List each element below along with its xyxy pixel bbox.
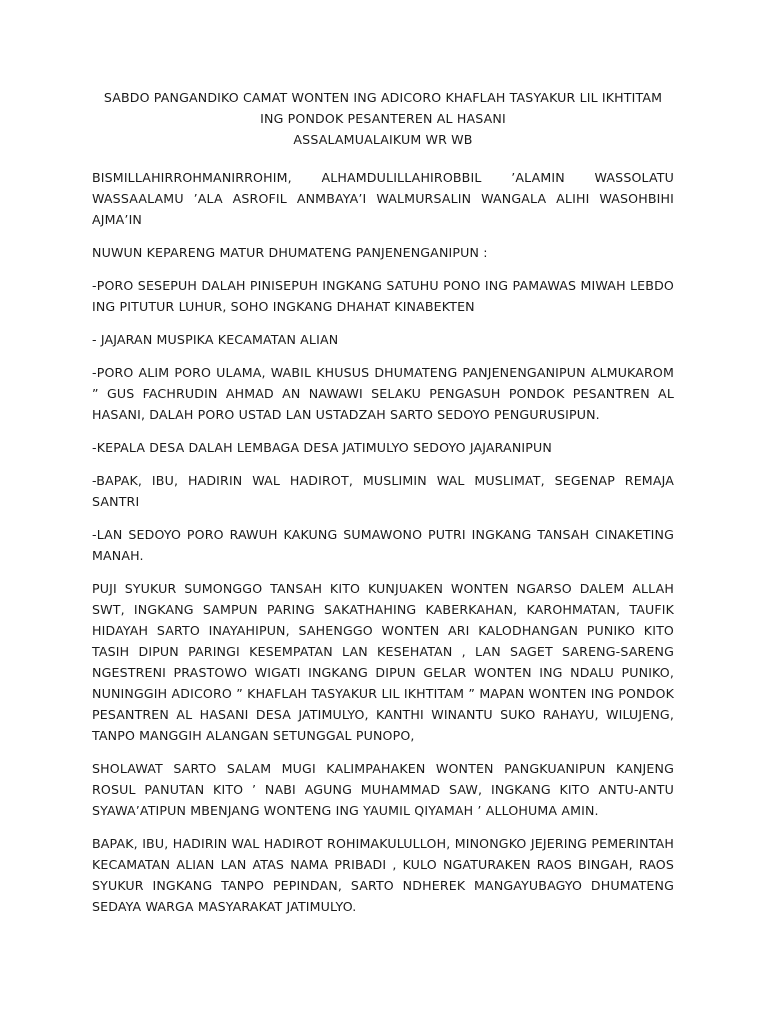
paragraph-address-intro: NUWUN KEPARENG MATUR DHUMATENG PANJENENGANIPUN : <box>92 245 488 260</box>
paragraph-address-ulama: -PORO ALIM PORO ULAMA, WABIL KHUSUS DHUMATENG PANJENENGANIPUN ALMUKAROM ” GUS FACHRUDIN AHMAD AN NAWAWI SELAKU PENGASUH PONDOK PESANTREN AL HASANI, DALAH PORO USTAD LAN USTADZAH SARTO SEDOYO PENGURUSIPUN. <box>92 365 674 422</box>
document-body <box>92 87 674 929</box>
heading-line-title: SABDO PANGANDIKO CAMAT WONTEN ING ADICORO KHAFLAH TASYAKUR LIL IKHTITAM <box>103 90 663 105</box>
document-heading <box>92 87 674 150</box>
paragraph-address-audience: -BAPAK, IBU, HADIRIN WAL HADIROT, MUSLIMIN WAL MUSLIMAT, SEGENAP REMAJA SANTRI <box>92 473 674 509</box>
paragraph-address-elders: -PORO SESEPUH DALAH PINISEPUH INGKANG SATUHU PONO ING PAMAWAS MIWAH LEBDO ING PITUTUR LUHUR, SOHO INGKANG DHAHAT KINABEKTEN <box>92 278 674 314</box>
paragraph-opening-prayer: BISMILLAHIRROHMANIRROHIM, ALHAMDULILLAHIROBBIL ’ALAMIN WASSOLATU WASSAALAMU ’ALA ASROFIL ANMBAYA’I WALMURSALIN WANGALA ALIHI WASOHBIHI AJMA’IN <box>92 170 674 227</box>
paragraph-gratitude: PUJI SYUKUR SUMONGGO TANSAH KITO KUNJUAKEN WONTEN NGARSO DALEM ALLAH SWT, INGKANG SAMPUN PARING SAKATHAHING KABERKAHAN, KAROHMATAN, TAUFIK HIDAYAH SARTO INAYAHIPUN, SAHENGGO WONTEN ARI KALODHANGAN PUNIKO KITO TASIH DIPUN PARINGI KESEMPATAN LAN KESEHATAN , LAN SAGET SARENG-SARENG NGESTRENI PRASTOWO WIGATI INGKANG DIPUN GELAR WONTEN ING NDALU PUNIKO, NUNINGGIH ADICORO ” KHAFLAH TASYAKUR LIL IKHTITAM ” MAPAN WONTEN ING PONDOK PESANTREN AL HASANI DESA JATIMULYO, KANTHI WINANTU SUKO RAHAYU, WILUJENG, TANPO MANGGIH ALANGAN SETUNGGAL PUNOPO, <box>92 581 674 743</box>
paragraph-address-muspika: - JAJARAN MUSPIKA KECAMATAN ALIAN <box>92 332 339 347</box>
paragraph-closing-remarks: BAPAK, IBU, HADIRIN WAL HADIROT ROHIMAKULULLOH, MINONGKO JEJERING PEMERINTAH KECAMATAN ALIAN LAN ATAS NAMA PRIBADI , KULO NGATURAKEN RAOS BINGAH, RAOS SYUKUR INGKANG TANPO PEPINDAN, SARTO NDHEREK MANGAYUBAGYO DHUMATENG SEDAYA WARGA MASYARAKAT JATIMULYO. <box>92 836 674 914</box>
heading-line-greeting: ASSALAMUALAIKUM WR WB <box>293 132 473 147</box>
paragraph-address-guests: -LAN SEDOYO PORO RAWUH KAKUNG SUMAWONO PUTRI INGKANG TANSAH CINAKETING MANAH. <box>92 527 674 563</box>
heading-line-venue: ING PONDOK PESANTEREN AL HASANI <box>260 111 506 126</box>
paragraph-address-village-head: -KEPALA DESA DALAH LEMBAGA DESA JATIMULYO SEDOYO JAJARANIPUN <box>92 440 552 455</box>
paragraph-sholawat: SHOLAWAT SARTO SALAM MUGI KALIMPAHAKEN WONTEN PANGKUANIPUN KANJENG ROSUL PANUTAN KITO ’ NABI AGUNG MUHAMMAD SAW, INGKANG KITO ANTU-ANTU SYAWA’ATIPUN MBENJANG WONTENG ING YAUMIL QIYAMAH ’ ALLOHUMA AMIN. <box>92 761 674 818</box>
